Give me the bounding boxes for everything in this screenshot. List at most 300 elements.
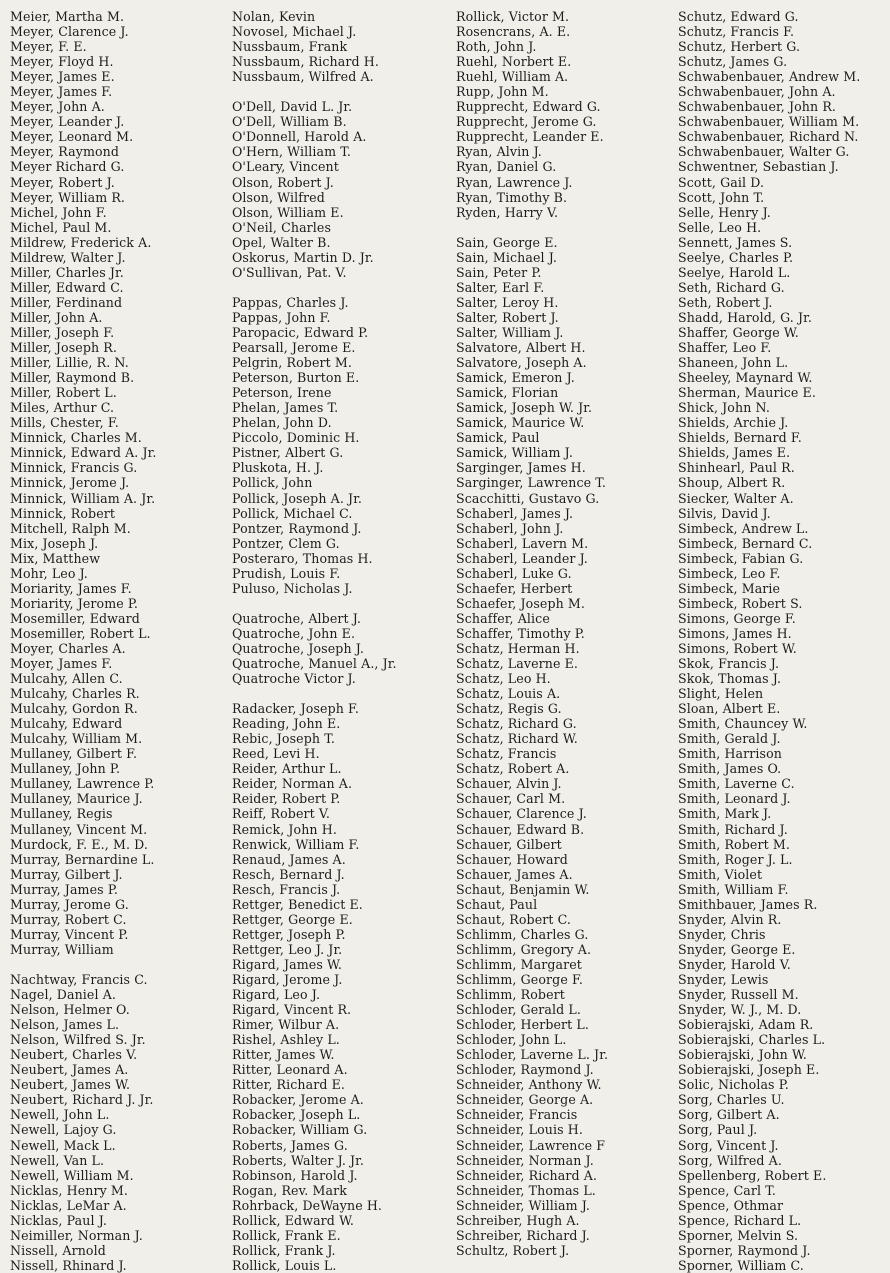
name-entry: Schneider, George A.: [456, 1092, 594, 1108]
name-entry: Shadd, Harold, G. Jr.: [678, 309, 812, 325]
name-entry: Robinson, Harold J.: [232, 1167, 358, 1183]
name-entry: Shaneen, John L.: [678, 355, 789, 371]
name-entry: Snyder, Alvin R.: [678, 911, 782, 927]
name-entry: Meyer, Floyd H.: [10, 54, 114, 70]
name-entry: Olson, Robert J.: [232, 174, 334, 190]
name-entry: Sorg, Gilbert A.: [678, 1107, 780, 1123]
name-entry: Quatroche Victor J.: [232, 671, 356, 687]
name-entry: O'Donnell, Harold A.: [232, 129, 367, 145]
name-entry: O'Dell, William B.: [232, 114, 347, 130]
name-entry: Schwabenbauer, William M.: [678, 114, 860, 130]
name-entry: Rettger, Joseph P.: [232, 926, 346, 942]
name-entry: Mullaney, Regis: [10, 806, 113, 822]
name-entry: Pappas, John F.: [232, 309, 331, 325]
name-entry: Schutz, James G.: [678, 54, 788, 70]
name-entry: Miller, Edward C.: [10, 279, 124, 295]
name-entry: Roth, John J.: [456, 39, 537, 55]
name-entry: Schaberl, Lavern M.: [456, 535, 589, 551]
name-entry: Meyer, Raymond: [10, 144, 120, 160]
name-entry: Meyer, William R.: [10, 189, 126, 205]
name-entry: Sorg, Paul J.: [678, 1122, 758, 1138]
name-entry: Michel, John F.: [10, 204, 107, 220]
name-entry: Rigard, Leo J.: [232, 987, 321, 1003]
name-entry: Sporner, Raymond J.: [678, 1242, 811, 1258]
name-entry: Sporner, William C.: [678, 1257, 804, 1273]
name-entry: Smith, Chauncey W.: [678, 716, 808, 732]
name-entry: Shoup, Albert R.: [678, 475, 786, 491]
name-entry: Nagel, Daniel A.: [10, 987, 117, 1003]
name-entry: [232, 686, 462, 701]
name-entry: Miller, John A.: [10, 309, 103, 325]
name-entry: Samick, Joseph W. Jr.: [456, 400, 593, 416]
name-entry: Peterson, Burton E.: [232, 370, 360, 386]
name-entry: Meyer, Clarence J.: [10, 24, 129, 40]
name-entry: Nelson, Wilfred S. Jr.: [10, 1032, 146, 1048]
name-entry: Schloder, Gerald L.: [456, 1002, 581, 1018]
name-entry: Pontzer, Raymond J.: [232, 520, 362, 536]
name-entry: Samick, William J.: [456, 445, 573, 461]
name-entry: Pluskota, H. J.: [232, 460, 324, 476]
name-entry: Schneider, Anthony W.: [456, 1077, 602, 1093]
name-entry: Newell, Mack L.: [10, 1137, 116, 1153]
name-entry: Moriarity, James F.: [10, 580, 132, 596]
name-entry: Seth, Robert J.: [678, 294, 773, 310]
name-entry: Schaefer, Joseph M.: [456, 595, 586, 611]
name-entry: Schauer, Howard: [456, 851, 568, 867]
name-entry: Smith, Harrison: [678, 746, 782, 762]
name-entry: Smith, James O.: [678, 761, 782, 777]
name-entry: [232, 84, 462, 99]
name-entry: Meyer, John A.: [10, 99, 105, 115]
name-entry: Ryan, Timothy B.: [456, 189, 568, 205]
name-entry: Snyder, Harold V.: [678, 956, 791, 972]
name-entry: Schauer, Clarence J.: [456, 806, 587, 822]
name-entry: O'Hern, William T.: [232, 144, 351, 160]
name-entry: Nicklas, Paul J.: [10, 1212, 107, 1228]
name-entry: Moriarity, Jerome P.: [10, 595, 139, 611]
name-entry: Sherman, Maurice E.: [678, 385, 816, 401]
name-entry: Shaffer, Leo F.: [678, 340, 772, 356]
name-entry: Schaefer, Herbert: [456, 580, 573, 596]
name-entry: Schlimm, Robert: [456, 987, 565, 1003]
name-entry: Miller, Charles Jr.: [10, 264, 124, 280]
name-entry: Nissell, Arnold: [10, 1242, 106, 1258]
name-entry: Shinhearl, Paul R.: [678, 460, 795, 476]
name-entry: Minnick, Edward A. Jr.: [10, 445, 157, 461]
name-entry: Spence, Othmar: [678, 1197, 784, 1213]
name-entry: Snyder, W. J., M. D.: [678, 1002, 802, 1018]
name-entry: Salter, Earl F.: [456, 279, 545, 295]
name-entry: Ryden, Harry V.: [456, 204, 559, 220]
name-entry: Spence, Richard L.: [678, 1212, 802, 1228]
name-entry: Reider, Norman A.: [232, 776, 353, 792]
name-entry: Murray, William: [10, 941, 114, 957]
name-entry: Schauer, Gilbert: [456, 836, 562, 852]
name-entry: Silvis, David J.: [678, 505, 771, 521]
name-entry: Pollick, Joseph A. Jr.: [232, 490, 363, 506]
name-entry: Piccolo, Dominic H.: [232, 430, 360, 446]
name-entry: Salvatore, Albert H.: [456, 340, 586, 356]
name-entry: Robacker, William G.: [232, 1122, 368, 1138]
name-entry: Samick, Emeron J.: [456, 370, 575, 386]
name-entry: Resch, Bernard J.: [232, 866, 345, 882]
name-entry: Reider, Robert P.: [232, 791, 341, 807]
name-entry: Skok, Francis J.: [678, 656, 780, 672]
name-entry: Meyer, Leander J.: [10, 114, 125, 130]
name-entry: Salter, Robert J.: [456, 309, 559, 325]
name-entry: Meyer, F. E.: [10, 39, 87, 55]
name-entry: Simons, James H.: [678, 625, 792, 641]
name-entry: Sennett, James S.: [678, 234, 793, 250]
name-entry: Schneider, Francis: [456, 1107, 578, 1123]
name-entry: Snyder, George E.: [678, 941, 796, 957]
name-entry: Sobierajski, Joseph E.: [678, 1062, 820, 1078]
name-entry: Puluso, Nicholas J.: [232, 580, 353, 596]
name-entry: Shields, James E.: [678, 445, 791, 461]
name-entry: Mohr, Leo J.: [10, 565, 88, 581]
name-entry: Miller, Ferdinand: [10, 294, 123, 310]
name-entry: Schneider, William J.: [456, 1197, 591, 1213]
name-entry: Nelson, James L.: [10, 1017, 120, 1033]
name-entry: Rollick, Frank J.: [232, 1242, 336, 1258]
name-entry: Rollick, Louis L.: [232, 1257, 337, 1273]
name-entry: Mildrew, Frederick A.: [10, 234, 152, 250]
name-entry: Miles, Arthur C.: [10, 400, 115, 416]
name-entry: Murray, Gilbert J.: [10, 866, 123, 882]
name-entry: Robacker, Joseph L.: [232, 1107, 361, 1123]
name-entry: Mildrew, Walter J.: [10, 249, 126, 265]
name-entry: [10, 957, 240, 972]
name-entry: Mills, Chester, F.: [10, 415, 119, 431]
name-entry: Rigard, Jerome J.: [232, 972, 343, 987]
name-entry: Schauer, Edward B.: [456, 821, 585, 837]
name-entry: Michel, Paul M.: [10, 219, 112, 235]
name-entry: Miller, Raymond B.: [10, 370, 135, 386]
name-entry: Peterson, Irene: [232, 385, 332, 401]
name-entry: Mitchell, Ralph M.: [10, 520, 131, 536]
name-entry: Resch, Francis J.: [232, 881, 341, 897]
name-entry: Schaut, Robert C.: [456, 911, 572, 927]
name-entry: Rollick, Edward W.: [232, 1212, 355, 1228]
name-entry: Miller, Joseph F.: [10, 324, 115, 340]
name-entry: Neubert, James A.: [10, 1062, 129, 1078]
name-entry: Schatz, Leo H.: [456, 671, 551, 687]
name-entry: Ritter, Leonard A.: [232, 1062, 348, 1078]
name-entry: Murray, Bernardine L.: [10, 851, 155, 867]
name-entry: Salter, Leroy H.: [456, 294, 559, 310]
name-entry: Neimiller, Norman J.: [10, 1227, 143, 1243]
name-entry: Smithbauer, James R.: [678, 896, 818, 912]
name-entry: Schaffer, Timothy P.: [456, 625, 585, 641]
name-entry: Nicklas, LeMar A.: [10, 1197, 127, 1213]
name-entry: Miller, Robert L.: [10, 385, 117, 401]
name-entry: Sorg, Wilfred A.: [678, 1152, 782, 1168]
name-entry: Phelan, John D.: [232, 415, 332, 431]
name-entry: Samick, Maurice W.: [456, 415, 585, 431]
name-entry: Phelan, James T.: [232, 400, 339, 416]
name-entry: Sporner, Melvin S.: [678, 1227, 799, 1243]
name-entry: Schneider, Lawrence F: [456, 1137, 606, 1153]
name-entry: Smith, Roger J. L.: [678, 851, 793, 867]
name-entry: Neubert, Richard J. Jr.: [10, 1092, 154, 1108]
name-entry: Schlimm, Charles G.: [456, 926, 589, 942]
name-entry: Murray, Vincent P.: [10, 926, 129, 942]
name-entry: Mulcahy, Charles R.: [10, 686, 140, 702]
name-entry: Minnick, Francis G.: [10, 460, 138, 476]
name-entry: Schutz, Herbert G.: [678, 39, 801, 55]
name-entry: O'Leary, Vincent: [232, 159, 339, 175]
name-entry: O'Dell, David L. Jr.: [232, 99, 353, 115]
name-entry: Simbeck, Bernard C.: [678, 535, 813, 551]
name-entry: Miller, Joseph R.: [10, 340, 117, 356]
name-entry: Solic, Nicholas P.: [678, 1077, 789, 1093]
name-entry: Quatroche, Joseph J.: [232, 640, 365, 656]
name-entry: Neubert, Charles V.: [10, 1047, 138, 1063]
name-entry: Schatz, Richard W.: [456, 731, 578, 747]
name-entry: Schneider, Norman J.: [456, 1152, 594, 1168]
name-entry: Opel, Walter B.: [232, 234, 331, 250]
name-entry: Schwabenbauer, John R.: [678, 99, 837, 115]
name-entry: Ruehl, William A.: [456, 69, 569, 85]
name-entry: Mullaney, Vincent M.: [10, 821, 148, 837]
name-entry: Schlimm, Gregory A.: [456, 941, 592, 957]
name-entry: Schauer, Alvin J.: [456, 776, 562, 792]
name-entry: Moyer, Charles A.: [10, 640, 126, 656]
name-entry: Prudish, Louis F.: [232, 565, 341, 581]
name-entry: Schaut, Benjamin W.: [456, 881, 590, 897]
name-entry: Mullaney, John P.: [10, 761, 121, 777]
name-entry: Rupprecht, Leander E.: [456, 129, 604, 145]
name-entry: Schwabenbauer, Richard N.: [678, 129, 859, 145]
name-entry: Snyder, Chris: [678, 926, 766, 942]
name-entry: Quatroche, Albert J.: [232, 610, 362, 626]
name-entry: Spellenberg, Robert E.: [678, 1167, 827, 1183]
name-entry: Reiff, Robert V.: [232, 806, 331, 822]
name-entry: Rigard, Vincent R.: [232, 1002, 352, 1018]
name-entry: Roberts, James G.: [232, 1137, 348, 1153]
name-entry: Spence, Carl T.: [678, 1182, 777, 1198]
name-entry: Pistner, Albert G.: [232, 445, 344, 461]
name-entry: Smith, Richard J.: [678, 821, 788, 837]
name-entry: Newell, Van L.: [10, 1152, 105, 1168]
name-entry: Neubert, James W.: [10, 1077, 131, 1093]
name-entry: Scott, John T.: [678, 189, 765, 205]
name-entry: Mosemiller, Robert L.: [10, 625, 151, 641]
name-entry: Renaud, James A.: [232, 851, 346, 867]
name-entry: Simbeck, Marie: [678, 580, 781, 596]
name-entry: Simbeck, Robert S.: [678, 595, 803, 611]
name-entry: Scott, Gail D.: [678, 174, 765, 190]
name-entry: Rettger, George E.: [232, 911, 353, 927]
name-entry: Rupp, John M.: [456, 84, 549, 100]
name-entry: Schatz, Robert A.: [456, 761, 570, 777]
name-entry: Posteraro, Thomas H.: [232, 550, 373, 566]
name-entry: Schloder, John L.: [456, 1032, 567, 1048]
name-entry: Schultz, Robert J.: [456, 1242, 570, 1258]
name-entry: Rollick, Frank E.: [232, 1227, 341, 1243]
name-entry: Schwabenbauer, John A.: [678, 84, 836, 100]
name-entry: Shaffer, George W.: [678, 324, 799, 340]
name-entry: Sarginger, Lawrence T.: [456, 475, 607, 491]
name-entry: Quatroche, John E.: [232, 625, 356, 641]
name-column-2: [232, 9, 462, 1273]
name-entry: Smith, Laverne C.: [678, 776, 795, 792]
name-entry: Sheeley, Maynard W.: [678, 370, 813, 386]
name-entry: Smith, Violet: [678, 866, 763, 882]
name-entry: Mullaney, Lawrence P.: [10, 776, 155, 792]
name-entry: Sain, Michael J.: [456, 249, 558, 265]
name-entry: Sain, Peter P.: [456, 264, 542, 280]
name-entry: Schatz, Laverne E.: [456, 656, 579, 672]
name-entry: Remick, John H.: [232, 821, 337, 837]
name-entry: Meyer, James F.: [10, 84, 113, 100]
name-entry: Robacker, Jerome A.: [232, 1092, 364, 1108]
name-entry: Salvatore, Joseph A.: [456, 355, 587, 371]
name-entry: Schwabenbauer, Walter G.: [678, 144, 850, 160]
name-entry: Quatroche, Manuel A., Jr.: [232, 656, 397, 672]
name-entry: Moyer, James F.: [10, 656, 113, 672]
name-entry: O'Sullivan, Pat. V.: [232, 264, 347, 280]
name-entry: Schatz, Francis: [456, 746, 557, 762]
name-entry: [456, 220, 686, 235]
name-entry: Seelye, Harold L.: [678, 264, 791, 280]
name-entry: Schaberl, James J.: [456, 505, 574, 521]
name-entry: Roberts, Walter J. Jr.: [232, 1152, 365, 1168]
name-entry: Reading, John E.: [232, 716, 341, 732]
name-entry: Skok, Thomas J.: [678, 671, 782, 687]
name-entry: Ryan, Lawrence J.: [456, 174, 573, 190]
name-entry: Sain, George E.: [456, 234, 558, 250]
name-entry: Schloder, Herbert L.: [456, 1017, 589, 1033]
name-entry: Rebic, Joseph T.: [232, 731, 335, 747]
name-entry: Schaberl, Leander J.: [456, 550, 588, 566]
name-entry: Miller, Lillie, R. N.: [10, 355, 129, 371]
name-entry: Pappas, Charles J.: [232, 294, 349, 310]
name-entry: Nelson, Helmer O.: [10, 1002, 130, 1018]
name-entry: Meyer, James E.: [10, 69, 115, 85]
name-entry: Ritter, James W.: [232, 1047, 335, 1063]
name-entry: Schloder, Raymond J.: [456, 1062, 594, 1078]
name-entry: Olson, Wilfred: [232, 189, 325, 205]
name-entry: Sobierajski, Charles L.: [678, 1032, 826, 1048]
name-entry: Shields, Bernard F.: [678, 430, 802, 446]
name-entry: Murray, Robert C.: [10, 911, 127, 927]
name-entry: Rimer, Wilbur A.: [232, 1017, 340, 1033]
name-entry: Smith, William F.: [678, 881, 789, 897]
name-entry: Renwick, William F.: [232, 836, 360, 852]
name-entry: Meier, Martha M.: [10, 9, 125, 24]
name-entry: Paropacic, Edward P.: [232, 324, 369, 340]
name-entry: Schreiber, Hugh A.: [456, 1212, 580, 1228]
name-entry: Pontzer, Clem G.: [232, 535, 340, 551]
name-entry: Minnick, Jerome J.: [10, 475, 130, 491]
name-entry: Pelgrin, Robert M.: [232, 355, 352, 371]
name-entry: Smith, Gerald J.: [678, 731, 781, 747]
name-entry: Schwabenbauer, Andrew M.: [678, 69, 861, 85]
name-entry: Oskorus, Martin D. Jr.: [232, 249, 374, 265]
name-entry: Nissell, Rhinard J.: [10, 1257, 127, 1273]
name-entry: Simbeck, Leo F.: [678, 565, 781, 581]
name-entry: Schwentner, Sebastian J.: [678, 159, 839, 175]
name-entry: Schauer, Carl M.: [456, 791, 566, 807]
name-entry: Pearsall, Jerome E.: [232, 340, 356, 356]
name-entry: Radacker, Joseph F.: [232, 701, 360, 717]
name-entry: Ryan, Daniel G.: [456, 159, 557, 175]
name-entry: Samick, Paul: [456, 430, 540, 446]
name-entry: Mosemiller, Edward: [10, 610, 140, 626]
name-entry: Mulcahy, Allen C.: [10, 671, 123, 687]
name-entry: Schloder, Laverne L. Jr.: [456, 1047, 609, 1063]
name-entry: Olson, William E.: [232, 204, 344, 220]
name-entry: Pollick, Michael C.: [232, 505, 353, 521]
name-entry: Sobierajski, Adam R.: [678, 1017, 814, 1033]
name-entry: Schutz, Edward G.: [678, 9, 799, 24]
name-entry: [232, 596, 462, 611]
name-entry: Schneider, Richard A.: [456, 1167, 598, 1183]
name-entry: Rettger, Leo J. Jr.: [232, 941, 343, 957]
name-entry: Ruehl, Norbert E.: [456, 54, 572, 70]
name-entry: Minnick, Robert: [10, 505, 116, 521]
name-entry: Minnick, William A. Jr.: [10, 490, 156, 506]
name-entry: O'Neil, Charles: [232, 219, 332, 235]
name-entry: Rogan, Rev. Mark: [232, 1182, 347, 1198]
name-entry: [232, 280, 462, 295]
name-entry: Simbeck, Fabian G.: [678, 550, 804, 566]
name-entry: Schatz, Richard G.: [456, 716, 577, 732]
name-entry: Meyer Richard G.: [10, 159, 125, 175]
name-entry: Murray, James P.: [10, 881, 118, 897]
name-entry: Rupprecht, Edward G.: [456, 99, 601, 115]
name-entry: Rosencrans, A. E.: [456, 24, 571, 40]
name-entry: Sobierajski, John W.: [678, 1047, 807, 1063]
name-entry: Mullaney, Maurice J.: [10, 791, 143, 807]
name-column-4: [678, 9, 890, 1273]
name-entry: Reider, Arthur L.: [232, 761, 342, 777]
name-entry: Rettger, Benedict E.: [232, 896, 363, 912]
name-entry: Newell, William M.: [10, 1167, 134, 1183]
name-entry: Meyer, Leonard M.: [10, 129, 134, 145]
name-entry: Schneider, Thomas L.: [456, 1182, 596, 1198]
name-entry: Newell, John L.: [10, 1107, 110, 1123]
name-entry: Selle, Henry J.: [678, 204, 771, 220]
name-entry: Sorg, Charles U.: [678, 1092, 785, 1108]
name-entry: Seth, Richard G.: [678, 279, 785, 295]
name-entry: Schaffer, Alice: [456, 610, 550, 626]
name-entry: Rollick, Victor M.: [456, 9, 570, 24]
name-entry: Schlimm, George F.: [456, 972, 583, 987]
name-entry: Shields, Archie J.: [678, 415, 789, 431]
name-entry: Rigard, James W.: [232, 956, 342, 972]
name-entry: Murray, Jerome G.: [10, 896, 129, 912]
name-entry: Murdock, F. E., M. D.: [10, 836, 148, 852]
name-entry: Schatz, Regis G.: [456, 701, 562, 717]
name-entry: Ritter, Richard E.: [232, 1077, 345, 1093]
name-entry: Schaberl, Luke G.: [456, 565, 572, 581]
name-entry: Simons, George F.: [678, 610, 796, 626]
name-entry: Nolan, Kevin: [232, 9, 316, 24]
name-entry: Mulcahy, William M.: [10, 731, 143, 747]
name-entry: Reed, Levi H.: [232, 746, 320, 762]
name-entry: Nussbaum, Frank: [232, 39, 348, 55]
name-entry: Nussbaum, Richard H.: [232, 54, 379, 70]
name-entry: Schutz, Francis F.: [678, 24, 795, 40]
name-entry: Siecker, Walter A.: [678, 490, 794, 506]
name-entry: Ryan, Alvin J.: [456, 144, 542, 160]
name-entry: Seelye, Charles P.: [678, 249, 794, 265]
name-entry: Sloan, Albert E.: [678, 701, 781, 717]
name-entry: Schatz, Louis A.: [456, 686, 561, 702]
name-entry: Mix, Joseph J.: [10, 535, 99, 551]
